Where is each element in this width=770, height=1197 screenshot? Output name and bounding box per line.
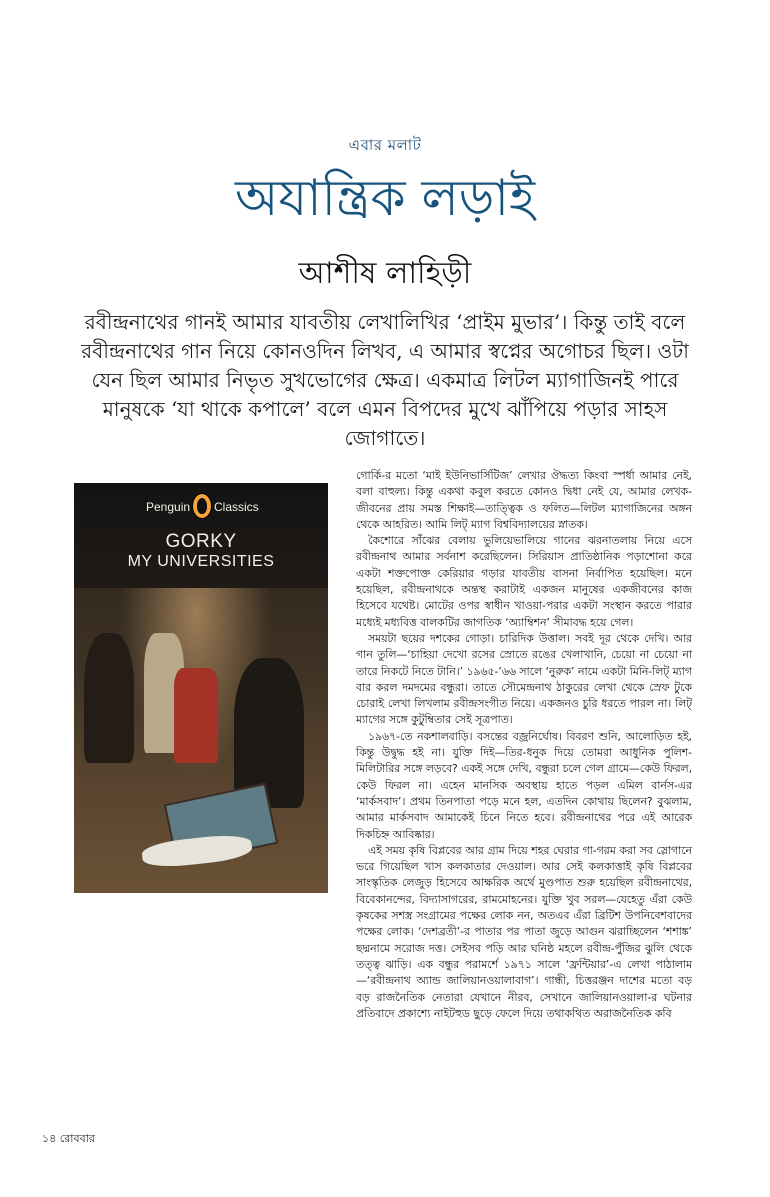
painting-papers xyxy=(141,832,253,869)
section-kicker: এবার মলাট xyxy=(348,136,422,154)
lead-text: রবীন্দ্রনাথের গানই আমার যাবতীয় লেখালিখির ‘প্রাইম মুভার’। কিন্তু তাই বলে রবীন্দ্রনাথের গান নিয়ে কোনওদিন লিখব, এ আমার স্বপ্নের অগোচর ছিল। ওটা যেন ছিল আমার নিভৃত সুখভোগের ক্ষেত্র। একমাত্র লিটল ম্যাগাজিনই পারে মানুষকে ‘যা থাকে কপালে’ বলে এমন বিপদের মুখে ঝাঁপিয়ে পড়ার সাহস জোগাতে। xyxy=(81,310,689,450)
lead-paragraph xyxy=(80,308,690,453)
painting-figure xyxy=(234,658,304,808)
page-footer: ১৪ রোববার xyxy=(42,1132,95,1145)
article-author: আশীষ লাহিড়ী xyxy=(298,256,472,291)
article-body xyxy=(356,468,692,1022)
cover-brand-classics: Classics xyxy=(214,500,259,514)
body-paragraph: গোর্কি-র মতো ‘মাই ইউনিভার্সিটিজ’ লেখার ঔদ্ধত্য কিংবা স্পর্ধা আমার নেই, বলা বাহুল্য। কিন্তু একথা কবুল করতে কোনও দ্বিধা নেই যে, আমার লেখক-জীবনের প্রায় সমস্ত শিক্ষাই—তাত্ত্বিক ও ফলিত—লিটল ম্যাগাজিনের অঙ্গন থেকে আহরিত। আমি লিট্‌ ম্যাগ বিশ্ববিদ্যালয়ের স্নাতক। xyxy=(356,469,692,531)
body-paragraph: সময়টা ছয়ের দশকের গোড়া। চারিদিক উত্তাল। সবই দূর থেকে দেখি। আর গান তুলি—‘চাহিয়া দেখো রসের স্রোতে রঙের খেলাখানি, চেয়ো না চেয়ো না তারে নিকটে নিতে টানি।’ ১৯৬৫-’৬৬ সালে ‘নুরুক’ নামে একটা মিনি-লিট্‌ ম্যাগ বার করল দমদমের বন্ধুরা। তাতে সৌমেন্দ্রনাথ ঠাকুরের লেখা থেকে স্রেফ টুকে চোরাই লেখা লিখলাম রবীন্দ্রসংগীত নিয়ে। একজনও চুরি ধরতে পারল না। লিট্‌ ম্যাগের সঙ্গে কুটুম্বিতার সেই সূত্রপাত। xyxy=(356,631,692,727)
cover-book-title: MY UNIVERSITIES xyxy=(127,553,275,570)
painting-figure xyxy=(84,633,134,763)
body-paragraph: এই সময় কৃষি বিপ্লবের আর গ্রাম দিয়ে শহর ঘেরার গা-গরম করা সব স্লোগানে ভরে গিয়েছিল খাস কলকাতার দেওয়াল। আর সেই কলকাত্তাই কৃষি বিপ্লবের সাংস্কৃতিক লেজুড় হিসেবে আক্ষরিক অর্থে মুণ্ডপাত শুরু হয়েছিল রবীন্দ্রনাথের, বিবেকানন্দের, বিদ্যাসাগরের, রামমোহনের। যুক্তি খুব সরল—যেহেতু এঁরা কেউ কৃষকের সশস্ত্র সংগ্রামের পক্ষের লোক নন, অতএব এঁরা ব্রিটিশ উপনিবেশবাদের পক্ষের লোক। ‘দেশব্রতী’-র পাতার পর পাতা জুড়ে আগুন ঝরাচ্ছিলেন ‘শশাঙ্ক’ ছদ্মনামে সরোজ দত্ত। সেইসব পড়ি আর ঘনিষ্ঠ মহলে রবীন্দ্র-পুঁজির ঝুলি থেকে তত্ত্ব ঝাড়ি। এক বন্ধুর পরামর্শে ১৯৭১ সালে ‘ফ্রন্টিয়ার’-এ লেখা পাঠালাম—‘রবীন্দ্রনাথ অ্যান্ড জালিয়ানওয়ালাবাগ’। গান্ধী, চিত্তরঞ্জন দাশের মতো বড় বড় রাজনৈতিক নেতারা যেখানে নীরব, সেখানে জালিয়ানওয়ালা-র ঘটনার প্রতিবাদে প্রকাশ্যে নাইটহুড ছুড়ে ফেলে দিয়ে তথাকথিত অরাজনৈতিক কবি xyxy=(356,843,692,1020)
body-paragraph: ১৯৬৭-তে নকশালবাড়ি। বসন্তের বজ্রনির্ঘোষ। বিবরণ শুনি, আলোড়িত হই, কিন্তু উদ্বুদ্ধ হই না। যুক্তি দিই—তির-ধনুক দিয়ে তোমরা আধুনিক পুলিশ-মিলিটারির সঙ্গে লড়বে? একই সঙ্গে দেখি, বন্ধুরা চলে গেল গ্রামে—কেউ ফিরল, কেউ ফিরল না। এহেন মানসিক অবস্থায় হাতে পড়ল এমিল বার্নস-এর ‘মার্কসবাদ’। প্রথম তিনপাতা পড়ে মনে হল, এতদিন কোথায় ছিলেন? বুঝলাম, আমার মার্কসবাদ আমাকেই চিনে নিতে হবে। রবীন্দ্রনাথের পরে এই আরেক দিকচিহ্ন আবিষ্কার। xyxy=(356,729,692,841)
painting-figure xyxy=(174,668,218,763)
penguin-logo-icon xyxy=(192,493,212,519)
cover-book-author: GORKY xyxy=(165,531,237,552)
article-title: অযান্ত্রিক লড়াই xyxy=(235,169,535,227)
cover-brand-penguin: Penguin xyxy=(146,500,191,514)
body-paragraph: কৈশোরে সাঁঝের বেলায় ভুলিয়েভালিয়ে গানের ঝরনাতলায় নিয়ে এসে রবীন্দ্রনাথ আমার সর্বনাশ করেছিলেন। সিরিয়াস প্রাতিষ্ঠানিক পড়াশোনা করে একটা শক্তপোক্ত কেরিয়ার গড়ার যাবতীয় বাসনা নির্বাপিত হয়েছিল। মনে হয়েছিল, রবীন্দ্রনাথকে অন্তস্থ করাটাই একজন মানুষের একজীবনের কাজ হিসেবে যথেষ্ট। মোটের ওপর স্বাধীন খাওয়া-পরার একটা সংস্থান করতে পারার মধ্যেই মধ্যবিত্ত বালকটির জাগতিক ‘অ্যাম্বিশন’ সীমাবদ্ধ হয়ে গেল। xyxy=(356,534,692,629)
book-cover-image xyxy=(74,483,328,893)
